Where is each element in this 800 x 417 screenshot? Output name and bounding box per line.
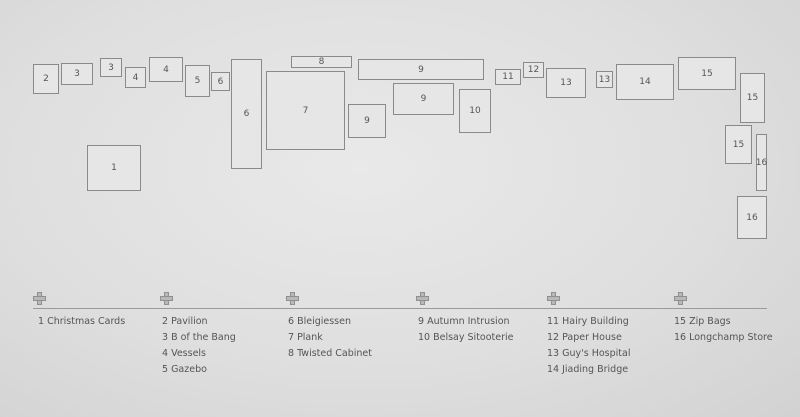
exhibit-box-9[interactable]: 9: [348, 104, 386, 138]
exhibit-box-5[interactable]: 5: [185, 65, 210, 97]
legend-item: 5 Gazebo: [162, 364, 207, 375]
legend-column-6: [674, 314, 773, 346]
exhibit-box-14[interactable]: 14: [616, 64, 674, 100]
exhibit-box-1[interactable]: 1: [87, 145, 141, 191]
legend-item: 4 Vessels: [162, 348, 207, 359]
exhibit-box-16[interactable]: 16: [756, 134, 767, 191]
legend-item: 1 Christmas Cards: [38, 316, 126, 327]
exhibit-box-3[interactable]: 3: [100, 58, 122, 77]
plus-icon: [674, 292, 687, 305]
legend-column-1: [38, 314, 125, 330]
legend-item: 9 Autumn Intrusion: [418, 316, 510, 327]
plus-icon: [33, 292, 46, 305]
exhibit-box-13[interactable]: 13: [546, 68, 586, 98]
legend-item: 3 B of the Bang: [162, 332, 236, 343]
plus-icon: [286, 292, 299, 305]
exhibit-box-6[interactable]: 6: [231, 59, 262, 169]
exhibit-box-13[interactable]: 13: [596, 71, 613, 88]
exhibit-box-4[interactable]: 4: [149, 57, 183, 82]
legend-item: 15 Zip Bags: [674, 316, 731, 327]
exhibit-box-15[interactable]: 15: [725, 125, 752, 164]
legend-item: 10 Belsay Sitooterie: [418, 332, 514, 343]
legend-item: 14 Jiading Bridge: [547, 364, 629, 375]
legend-item: 12 Paper House: [547, 332, 622, 343]
exhibit-box-4[interactable]: 4: [125, 67, 146, 88]
legend-item: 8 Twisted Cabinet: [288, 348, 372, 359]
legend-column-3: [288, 314, 372, 362]
exhibit-box-7[interactable]: 7: [266, 71, 345, 150]
exhibit-box-6[interactable]: 6: [211, 72, 230, 91]
exhibit-box-12[interactable]: 12: [523, 62, 544, 78]
legend-column-2: [162, 314, 236, 378]
legend-column-4: [418, 314, 514, 346]
plus-icon: [160, 292, 173, 305]
exhibit-box-16[interactable]: 16: [737, 196, 767, 239]
exhibit-box-10[interactable]: 10: [459, 89, 491, 133]
legend-divider: [33, 308, 767, 309]
legend-item: 7 Plank: [288, 332, 323, 343]
exhibit-box-3[interactable]: 3: [61, 63, 93, 85]
legend-item: 16 Longchamp Store: [674, 332, 773, 343]
exhibit-box-8[interactable]: 8: [291, 56, 352, 68]
exhibit-box-9[interactable]: 9: [358, 59, 484, 80]
legend-column-5: [547, 314, 630, 378]
exhibit-box-15[interactable]: 15: [740, 73, 765, 123]
plus-icon: [416, 292, 429, 305]
exhibit-box-11[interactable]: 11: [495, 69, 521, 85]
legend-item: 11 Hairy Building: [547, 316, 629, 327]
exhibit-box-15[interactable]: 15: [678, 57, 736, 90]
legend-item: 13 Guy's Hospital: [547, 348, 631, 359]
legend-item: 2 Pavilion: [162, 316, 208, 327]
legend-item: 6 Bleigiessen: [288, 316, 351, 327]
exhibit-box-9[interactable]: 9: [393, 83, 454, 115]
plus-icon: [547, 292, 560, 305]
exhibit-box-2[interactable]: 2: [33, 64, 59, 94]
